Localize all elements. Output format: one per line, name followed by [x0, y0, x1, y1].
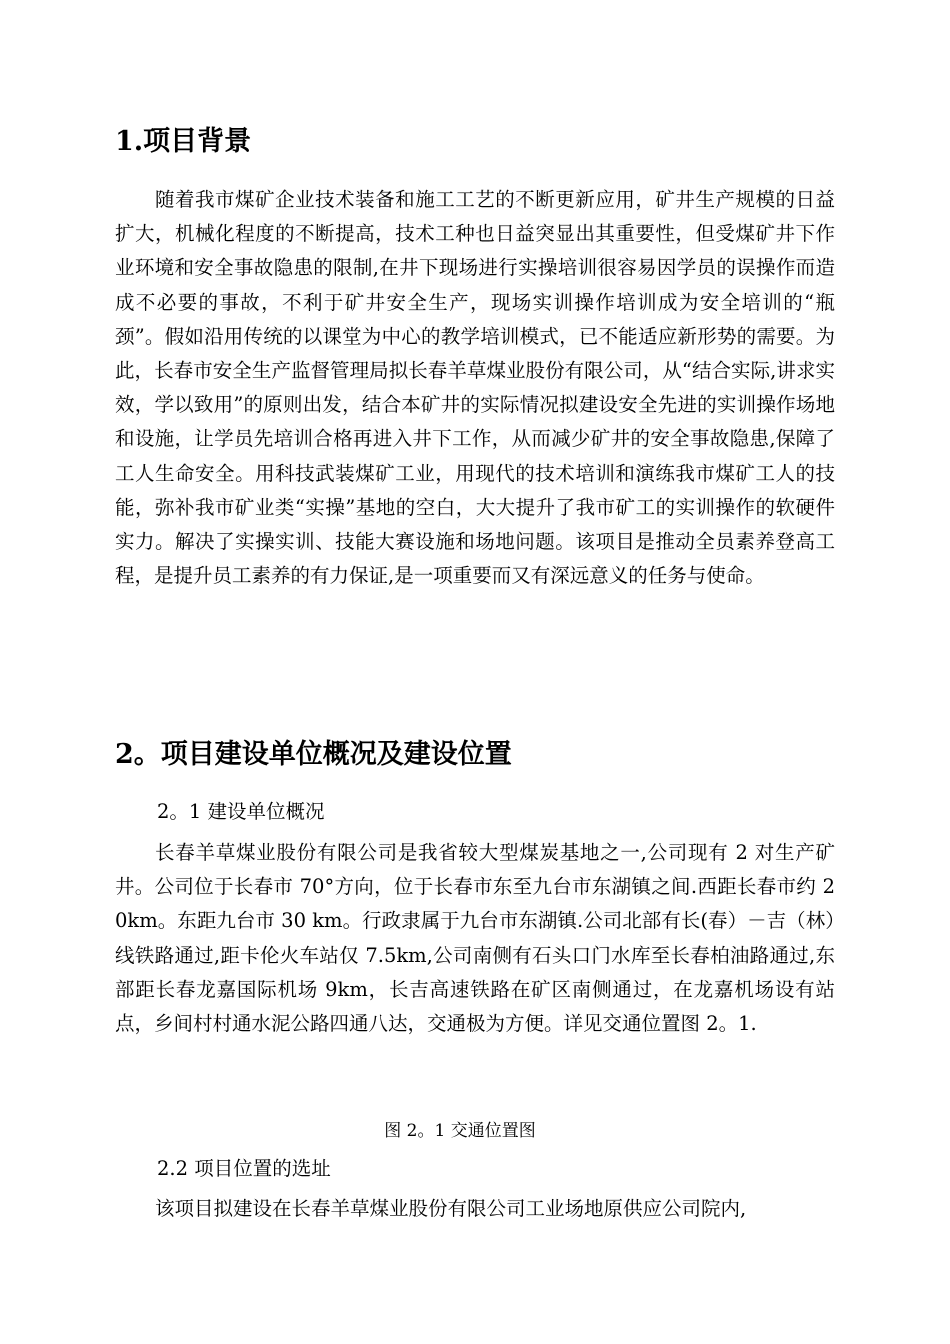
section-2-heading: 2。项目建设单位概况及建设位置 — [115, 739, 512, 770]
subsection-2-1-paragraph: 长春羊草煤业股份有限公司是我省较大型煤炭基地之一,公司现有 2 对生产矿井。公司位于长春市 70°方向，位于长春市东至九台市东湖镇之间.西距长春市约 20km。东距九台市 30 km。行政隶属于九台市东湖镇.公司北部有长(春）－吉（林）线铁路通过,距卡伦火车站仅 7.5km,公司南侧有石头口门水库至长春柏油路通过,东部距长春龙嘉国际机场 9km，长吉高速铁路在矿区南侧通过，在龙嘉机场设有站点，乡间村村通水泥公路四通八达，交通极为方便。详见交通位置图 2。1. — [115, 841, 835, 1036]
subsection-2-2-title: 2.2 项目位置的选址 — [157, 1157, 331, 1180]
figure-caption: 图 2。1 交通位置图 — [384, 1121, 536, 1141]
section-1-paragraph: 随着我市煤矿企业技术装备和施工工艺的不断更新应用，矿井生产规模的日益扩大，机械化程度的不断提高，技术工种也日益突显出其重要性，但受煤矿井下作业环境和安全事故隐患的限制,在井下现场进行实操培训很容易因学员的误操作而造成不必要的事故，不利于矿井安全生产，现场实训操作培训成为安全培训的“瓶颈”。假如沿用传统的以课堂为中心的教学培训模式，已不能适应新形势的需要。为此，长春市安全生产监督管理局拟长春羊草煤业股份有限公司，从“结合实际,讲求实效，学以致用”的原则出发，结合本矿井的实际情况拟建设安全先进的实训操作场地和设施，让学员先培训合格再进入井下工作，从而减少矿井的安全事故隐患,保障了工人生命安全。用科技武装煤矿工业，用现代的技术培训和演练我市煤矿工人的技能，弥补我市矿业类“实操”基地的空白，大大提升了我市矿工的实训操作的软硬件实力。解决了实操实训、技能大赛设施和场地问题。该项目是推动全员素养登高工程，是提升员工素养的有力保证,是一项重要而又有深远意义的任务与使命。 — [115, 188, 835, 588]
section-1-heading: 1.项目背景 — [115, 126, 252, 157]
subsection-2-2-paragraph: 该项目拟建设在长春羊草煤业股份有限公司工业场地原供应公司院内, — [155, 1197, 747, 1220]
subsection-2-1-title: 2。1 建设单位概况 — [157, 800, 325, 823]
